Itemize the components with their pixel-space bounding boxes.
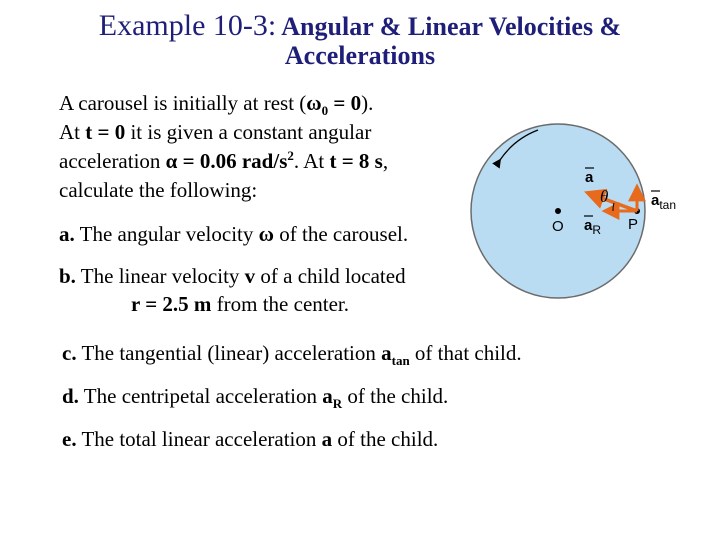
intro-text: A carousel is initially at rest ( <box>59 91 307 115</box>
theta-label: θ <box>600 187 609 206</box>
a-tan-label: $a_{tan}$ <box>651 192 677 212</box>
time-zero: t = 0 <box>85 120 126 144</box>
a-label: a <box>585 169 594 186</box>
problem-statement <box>59 89 459 205</box>
alpha-value: α = 0.06 rad/$s^2$ <box>165 148 294 173</box>
question-a: a. The angular velocity ω of the carousel. <box>59 222 409 246</box>
carousel-figure <box>463 108 693 304</box>
point-p-label: P <box>628 216 639 233</box>
origin-label: O <box>552 218 564 235</box>
question-b-continued: r = 2.5 m from the center. <box>131 292 350 316</box>
a-r-label: $a_R$ <box>584 217 602 237</box>
title-rest: Angular & Linear Velocities & <box>276 12 622 41</box>
omega0: $\omega_0 = 0$ <box>306 91 362 119</box>
intro-text: , calculate the following: <box>59 149 389 202</box>
slide-title <box>0 6 720 71</box>
time-eight: t = 8 s <box>329 149 383 173</box>
question-c: c. The tangential (linear) acceleration $a_{tan}$ of that child. <box>62 341 522 369</box>
title-lead: Example 10-3: <box>98 9 277 42</box>
question-d: d. The centripetal acceleration $a_R$ of the child. <box>62 384 449 412</box>
question-e: e. The total linear acceleration a of the child. <box>62 427 439 451</box>
intro-text: . At <box>293 149 330 173</box>
question-b: b. The linear velocity v of a child located <box>59 264 406 288</box>
intro-text: it is given a constant angular acceleration <box>59 120 372 173</box>
center-point <box>555 208 561 214</box>
intro-text: ). <box>361 91 374 115</box>
intro-text: At <box>59 120 86 144</box>
title-line2: Accelerations <box>284 41 436 70</box>
